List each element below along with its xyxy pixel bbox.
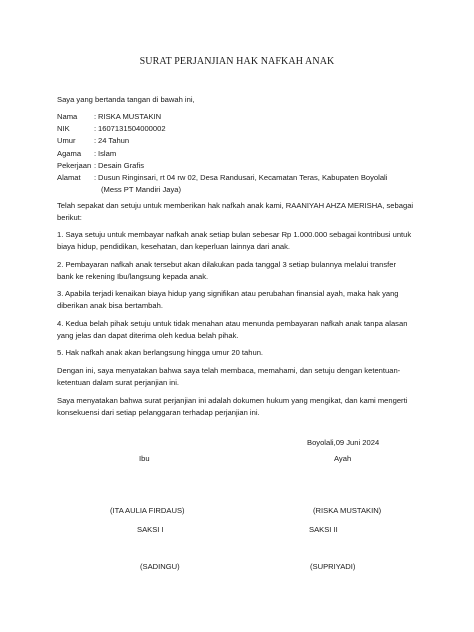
identity-separator: : <box>94 124 97 133</box>
identity-value-nama: RISKA MUSTAKIN <box>98 112 162 121</box>
point-4-line1: 4. Kedua belah pihak setuju untuk tidak menahan atau menunda pembayaran nafkah anak tanpa alasan <box>57 319 408 328</box>
agreement-intro-line1: Telah sepakat dan setuju untuk memberikan hak nafkah anak kami, RAANIYAH AHZA MERISHA, sebagai <box>57 201 414 210</box>
point-1-line2: biaya hidup, pendidikan, kesehatan, dan keperluan lainnya dari anak. <box>57 242 291 251</box>
signature-name-ayah: (RISKA MUSTAKIN) <box>313 506 382 515</box>
identity-label-agama: Agama <box>57 149 82 158</box>
closing-1-line1: Dengan ini, saya menyatakan bahwa saya telah membaca, memahami, dan setuju dengan ketentuan- <box>57 366 401 375</box>
witness-2-name: (SUPRIYADI) <box>310 562 356 571</box>
point-2-line2: bank ke rekening Ibu/langsung kepada anak. <box>57 272 209 281</box>
identity-label-alamat: Alamat <box>57 173 81 182</box>
identity-separator: : <box>94 136 97 145</box>
place-date: Boyolali,09 Juni 2024 <box>307 438 380 447</box>
document-title: SURAT PERJANJIAN HAK NAFKAH ANAK <box>139 56 335 67</box>
identity-label-nik: NIK <box>57 124 70 133</box>
point-3-line1: 3. Apabila terjadi kenaikan biaya hidup yang signifikan atau perubahan finansial ayah, maka hak yang <box>57 289 399 298</box>
identity-value-alamat-line2: (Mess PT Mandiri Jaya) <box>101 185 182 194</box>
point-1-line1: 1. Saya setuju untuk membayar nafkah anak setiap bulan sebesar Rp 1.000.000 sebagai kontribusi untuk <box>57 230 412 239</box>
identity-value-alamat: Dusun Ringinsari, rt 04 rw 02, Desa Randusari, Kecamatan Teras, Kabupaten Boyolali <box>98 173 388 182</box>
agreement-intro-line2: berikut: <box>57 213 82 222</box>
identity-separator: : <box>94 173 97 182</box>
closing-1-line2: ketentuan dalam surat perjanjian ini. <box>57 378 179 387</box>
witness-2-label: SAKSI II <box>309 525 338 534</box>
witness-1-name: (SADINGU) <box>140 562 180 571</box>
identity-value-umur: 24 Tahun <box>98 136 130 145</box>
signature-role-ibu: Ibu <box>139 454 150 463</box>
identity-value-agama: Islam <box>98 149 117 158</box>
point-4-line2: yang jelas dan dapat diterima oleh kedua belah pihak. <box>57 331 239 340</box>
point-2-line1: 2. Pembayaran nafkah anak tersebut akan dilakukan pada tanggal 3 setiap bulannya melalui transfer <box>57 260 396 269</box>
identity-value-nik: 1607131504000002 <box>98 124 166 133</box>
witness-1-label: SAKSI I <box>137 525 164 534</box>
closing-2-line1: Saya menyatakan bahwa surat perjanjian ini adalah dokumen hukum yang mengikat, dan kami mengerti <box>57 396 408 405</box>
identity-value-pekerjaan: Desain Grafis <box>98 161 145 170</box>
signature-role-ayah: Ayah <box>334 454 352 463</box>
opening-line: Saya yang bertanda tangan di bawah ini, <box>57 95 195 104</box>
identity-separator: : <box>94 161 97 170</box>
identity-label-nama: Nama <box>57 112 78 121</box>
identity-label-umur: Umur <box>57 136 76 145</box>
identity-separator: : <box>94 112 97 121</box>
closing-2-line2: konsekuensi dari setiap pelanggaran terhadap perjanjian ini. <box>57 408 260 417</box>
point-3-line2: diberikan anak bisa bertambah. <box>57 301 163 310</box>
point-5-line1: 5. Hak nafkah anak akan berlangsung hingga umur 20 tahun. <box>57 348 264 357</box>
identity-separator: : <box>94 149 97 158</box>
signature-name-ibu: (ITA AULIA FIRDAUS) <box>110 506 185 515</box>
identity-label-pekerjaan: Pekerjaan <box>57 161 92 170</box>
